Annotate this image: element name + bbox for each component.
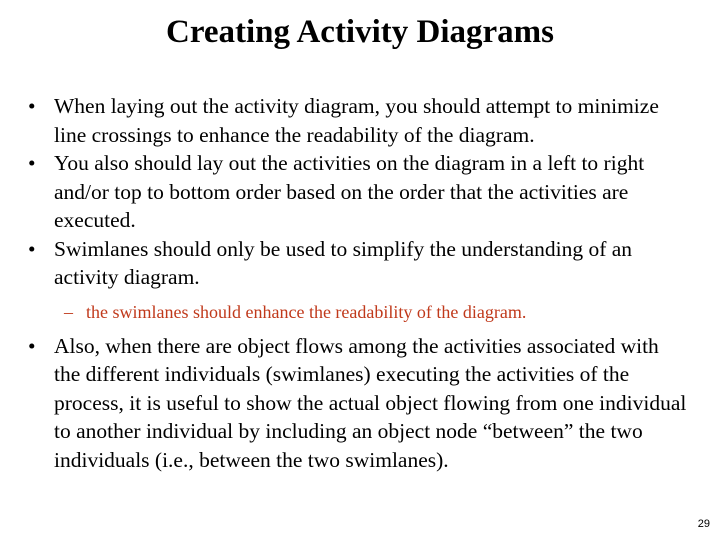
bullet-item (0, 235, 720, 292)
bullet-text: Also, when there are object flows among the activities associated with the different individuals (swimlanes) executing the activities of the process, it is useful to show the actual object flowing from one individual to another individual by including an object node “between” the two individuals (i.e., between the two swimlanes). (54, 333, 687, 472)
bullet-marker: • (28, 236, 36, 261)
bullet-text: When laying out the activity diagram, you should attempt to minimize line crossings to enhance the readability of the diagram. (54, 94, 659, 147)
bullet-text: Swimlanes should only be used to simplify the understanding of an activity diagram. (54, 236, 633, 289)
bullet-marker: • (28, 94, 36, 118)
bullet-text: You also should lay out the activities on the diagram in a left to right and/or top to bottom order based on the order that the activities are executed. (54, 151, 645, 232)
sub-bullet-marker: – (64, 301, 73, 322)
bullet-list (0, 92, 720, 474)
bullet-marker: • (28, 151, 36, 175)
bullet-item (0, 332, 720, 475)
page-number: 29 (697, 518, 710, 530)
bullet-item (0, 149, 720, 235)
bullet-item (0, 92, 720, 149)
sub-bullet-text: the swimlanes should enhance the readability of the diagram. (86, 301, 527, 322)
slide-title: Creating Activity Diagrams (166, 14, 554, 50)
bullet-marker: • (28, 333, 36, 358)
sub-bullet-item (0, 300, 720, 324)
